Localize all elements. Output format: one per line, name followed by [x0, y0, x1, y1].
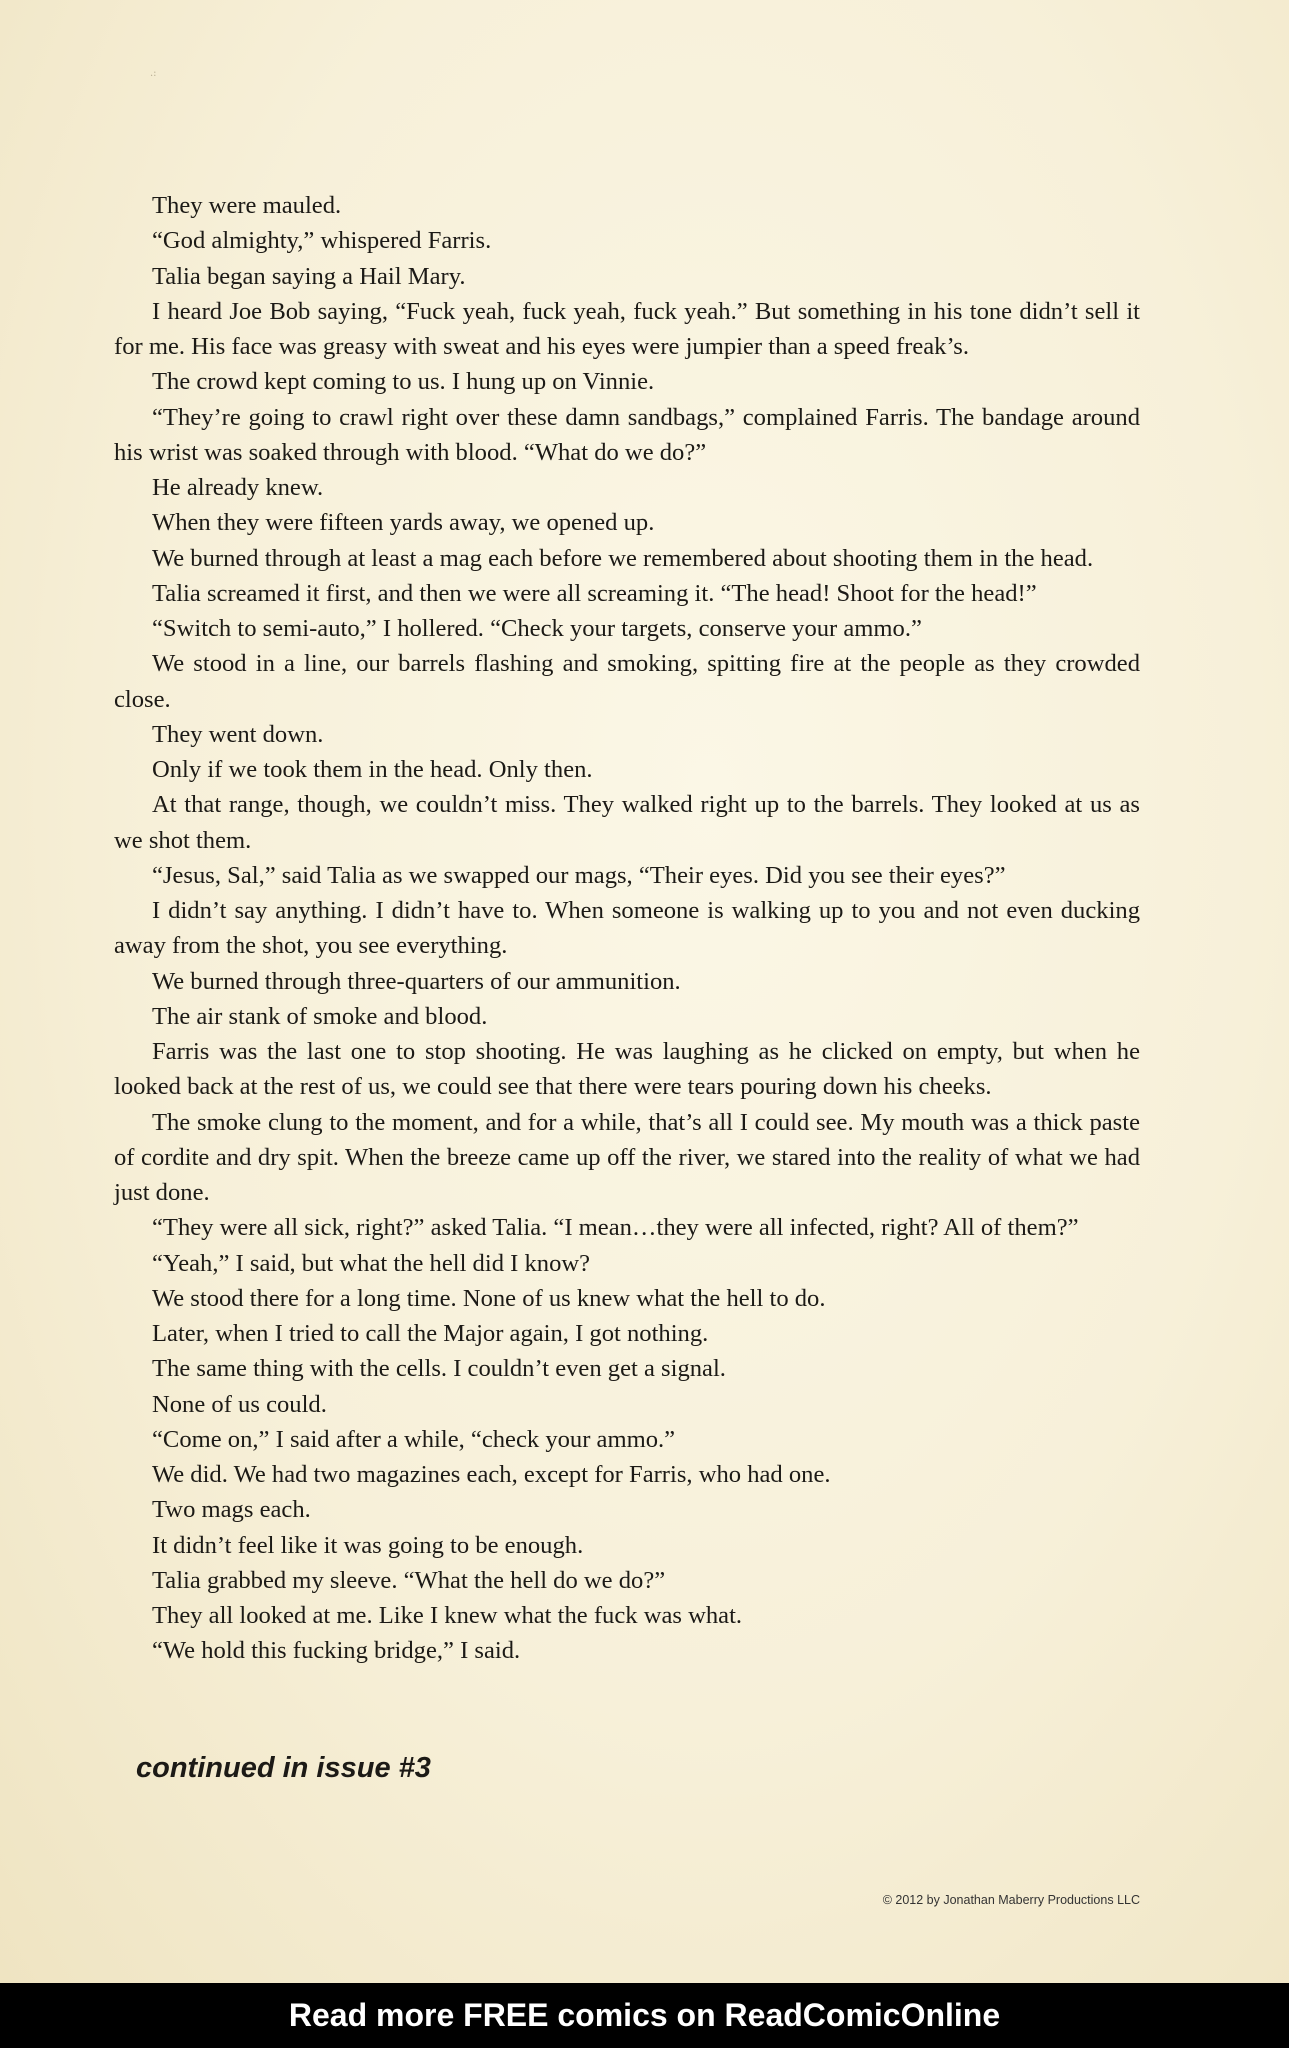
paragraph: The same thing with the cells. I couldn’t even get a signal. — [152, 1355, 726, 1383]
paragraph: We burned through three-quarters of our ammunition. — [152, 967, 681, 995]
paragraph: The smoke clung to the moment, and for a while, that’s all I could see. My mouth was a thick paste of cordite and dry spit. When the breeze came up off the river, we stared into the reality of what we had just done. — [114, 1108, 1140, 1206]
paragraph: At that range, though, we couldn’t miss. They walked right up to the barrels. They looked at us as we shot them. — [114, 791, 1140, 854]
paragraph: “They were all sick, right?” asked Talia. “I mean…they were all infected, right? All of them?” — [152, 1214, 1079, 1242]
paragraph: The air stank of smoke and blood. — [152, 1002, 488, 1030]
paper-speck: .: — [150, 68, 157, 79]
paragraph: We stood there for a long time. None of us knew what the hell to do. — [152, 1284, 826, 1312]
paragraph: “Jesus, Sal,” said Talia as we swapped our mags, “Their eyes. Did you see their eyes?” — [152, 861, 1006, 889]
paragraph: Talia screamed it first, and then we were all screaming it. “The head! Shoot for the head!” — [152, 579, 1037, 607]
paragraph: “Yeah,” I said, but what the hell did I know? — [152, 1249, 591, 1277]
paragraph: We burned through at least a mag each before we remembered about shooting them in the head. — [152, 544, 1094, 572]
paragraph: We stood in a line, our barrels flashing and smoking, spitting fire at the people as they crowded close. — [114, 650, 1140, 713]
continued-note: continued in issue #3 — [136, 1752, 431, 1784]
paragraph: Two mags each. — [152, 1496, 311, 1524]
paragraph: They went down. — [152, 720, 324, 748]
paragraph: “We hold this fucking bridge,” I said. — [152, 1637, 521, 1665]
paragraph: “Come on,” I said after a while, “check your ammo.” — [152, 1425, 676, 1453]
promo-banner-text[interactable]: Read more FREE comics on ReadComicOnline — [288, 1997, 1001, 2033]
paragraph: It didn’t feel like it was going to be enough. — [152, 1531, 584, 1559]
copyright-notice: © 2012 by Jonathan Maberry Productions LLC — [882, 1893, 1140, 1907]
paragraph: We did. We had two magazines each, except for Farris, who had one. — [152, 1461, 831, 1488]
paragraph: “They’re going to crawl right over these damn sandbags,” complained Farris. The bandage around his wrist was soaked through with blood. “What do we do?” — [114, 403, 1140, 466]
paragraph: Talia grabbed my sleeve. “What the hell do we do?” — [152, 1566, 666, 1594]
paragraph: He already knew. — [152, 474, 324, 501]
paragraph: None of us could. — [152, 1390, 327, 1418]
paragraph: Only if we took them in the head. Only then. — [152, 756, 593, 783]
paragraph: The crowd kept coming to us. I hung up on Vinnie. — [152, 368, 655, 396]
paragraph: “God almighty,” whispered Farris. — [152, 227, 492, 255]
paragraph: They all looked at me. Like I knew what the fuck was what. — [152, 1602, 743, 1629]
paragraph: Later, when I tried to call the Major again, I got nothing. — [152, 1320, 709, 1347]
paragraph: Farris was the last one to stop shooting. He was laughing as he clicked on empty, but when he looked back at the rest of us, we could see that there were tears pouring down his cheeks. — [114, 1038, 1140, 1101]
paragraph: I didn’t say anything. I didn’t have to. When someone is walking up to you and not even ducking away from the shot, you see everything. — [114, 897, 1140, 960]
promo-banner[interactable] — [0, 1983, 1289, 2048]
paragraph: “Switch to semi-auto,” I hollered. “Check your targets, conserve your ammo.” — [152, 615, 922, 642]
paragraph: Talia began saying a Hail Mary. — [152, 262, 466, 290]
paragraph: I heard Joe Bob saying, “Fuck yeah, fuck yeah, fuck yeah.” But something in his tone didn’t sell it for me. His face was greasy with sweat and his eyes were jumpier than a speed freak’s. — [114, 297, 1140, 360]
paragraph: They were mauled. — [152, 192, 342, 219]
paragraph: When they were fifteen yards away, we opened up. — [152, 509, 655, 537]
story-text — [114, 188, 1140, 1669]
